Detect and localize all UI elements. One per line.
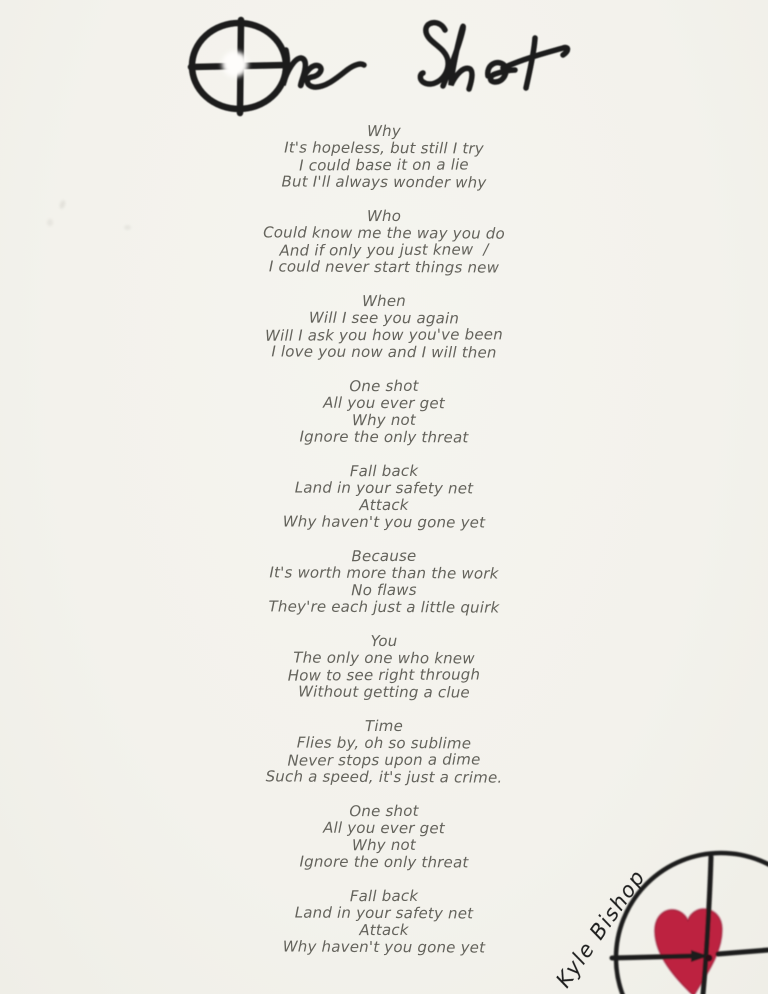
heart-dot (706, 955, 713, 962)
page-title-art (183, 8, 583, 122)
stanza (0, 633, 768, 701)
lyric-line: Ignore the only threat (299, 427, 469, 447)
lyric-line: Will I ask you how you've been (265, 325, 503, 345)
lyric-line: Land in your safety net (294, 903, 474, 923)
lyric-line: Never stops upon a dime (287, 750, 481, 770)
lyric-line: One shot (349, 801, 419, 821)
lyric-line: Who (366, 206, 402, 226)
lyric-line: It's hopeless, but still I try (284, 138, 484, 158)
lyric-line: Such a speed, it's just a crime. (265, 767, 503, 787)
cursive-ne-strokes (283, 50, 364, 87)
lyric-line: But I'll always wonder why (281, 172, 487, 192)
lyric-line: Why (367, 121, 401, 141)
lyric-line: I love you now and I will then (271, 342, 497, 362)
stanza (0, 123, 768, 191)
lyric-line: Attack (359, 920, 409, 940)
stanza (0, 548, 768, 616)
lyric-line: No flaws (351, 580, 417, 600)
lyric-line: How to see right through (287, 665, 481, 685)
signature: Kyle Bishop (551, 864, 651, 992)
lyric-line: All you ever get (323, 393, 445, 413)
lyric-line: Fall back (349, 461, 419, 481)
stanza (0, 718, 768, 786)
cursive-shot-strokes (420, 23, 567, 89)
lyric-line: Time (364, 716, 404, 736)
title-drawing (183, 8, 583, 122)
crosshair-target-heart-icon (560, 800, 768, 994)
stanza (0, 208, 768, 276)
lyric-line: Why not (351, 410, 417, 430)
lyric-line: It's worth more than the work (269, 563, 499, 583)
crosshair-center-highlight (222, 51, 248, 77)
lyric-line: And if only you just knew / (279, 240, 489, 260)
stanza (0, 463, 768, 531)
lyric-line: They're each just a little quirk (268, 597, 500, 617)
stanza (0, 293, 768, 361)
stanza (0, 378, 768, 446)
paper-smudge (124, 225, 131, 230)
lyric-line: Fall back (349, 886, 419, 906)
lyric-line: Flies by, oh so sublime (296, 733, 472, 753)
lyric-line: Without getting a clue (298, 682, 470, 702)
lyric-line: One shot (349, 376, 419, 396)
lyric-line: Could know me the way you do (263, 223, 505, 243)
lyric-line: Land in your safety net (294, 478, 474, 498)
heart-icon (653, 905, 729, 994)
lyric-line: All you ever get (323, 818, 445, 838)
lyric-line: You (370, 631, 398, 651)
lyric-line: When (362, 291, 406, 311)
lyric-line: I could base it on a lie (299, 155, 469, 175)
lyric-line: Ignore the only threat (299, 852, 469, 872)
lyric-line: Attack (359, 495, 409, 515)
lyric-line: Will I see you again (308, 308, 460, 328)
lyric-line: Because (351, 546, 417, 566)
lyric-line: I could never start things new (268, 257, 500, 277)
lyric-line: Why haven't you gone yet (282, 937, 486, 957)
lyric-line: Why not (351, 835, 417, 855)
lyric-line: The only one who knew (293, 648, 475, 668)
lyric-line: Why haven't you gone yet (282, 512, 486, 532)
paper-smudge (47, 219, 53, 226)
